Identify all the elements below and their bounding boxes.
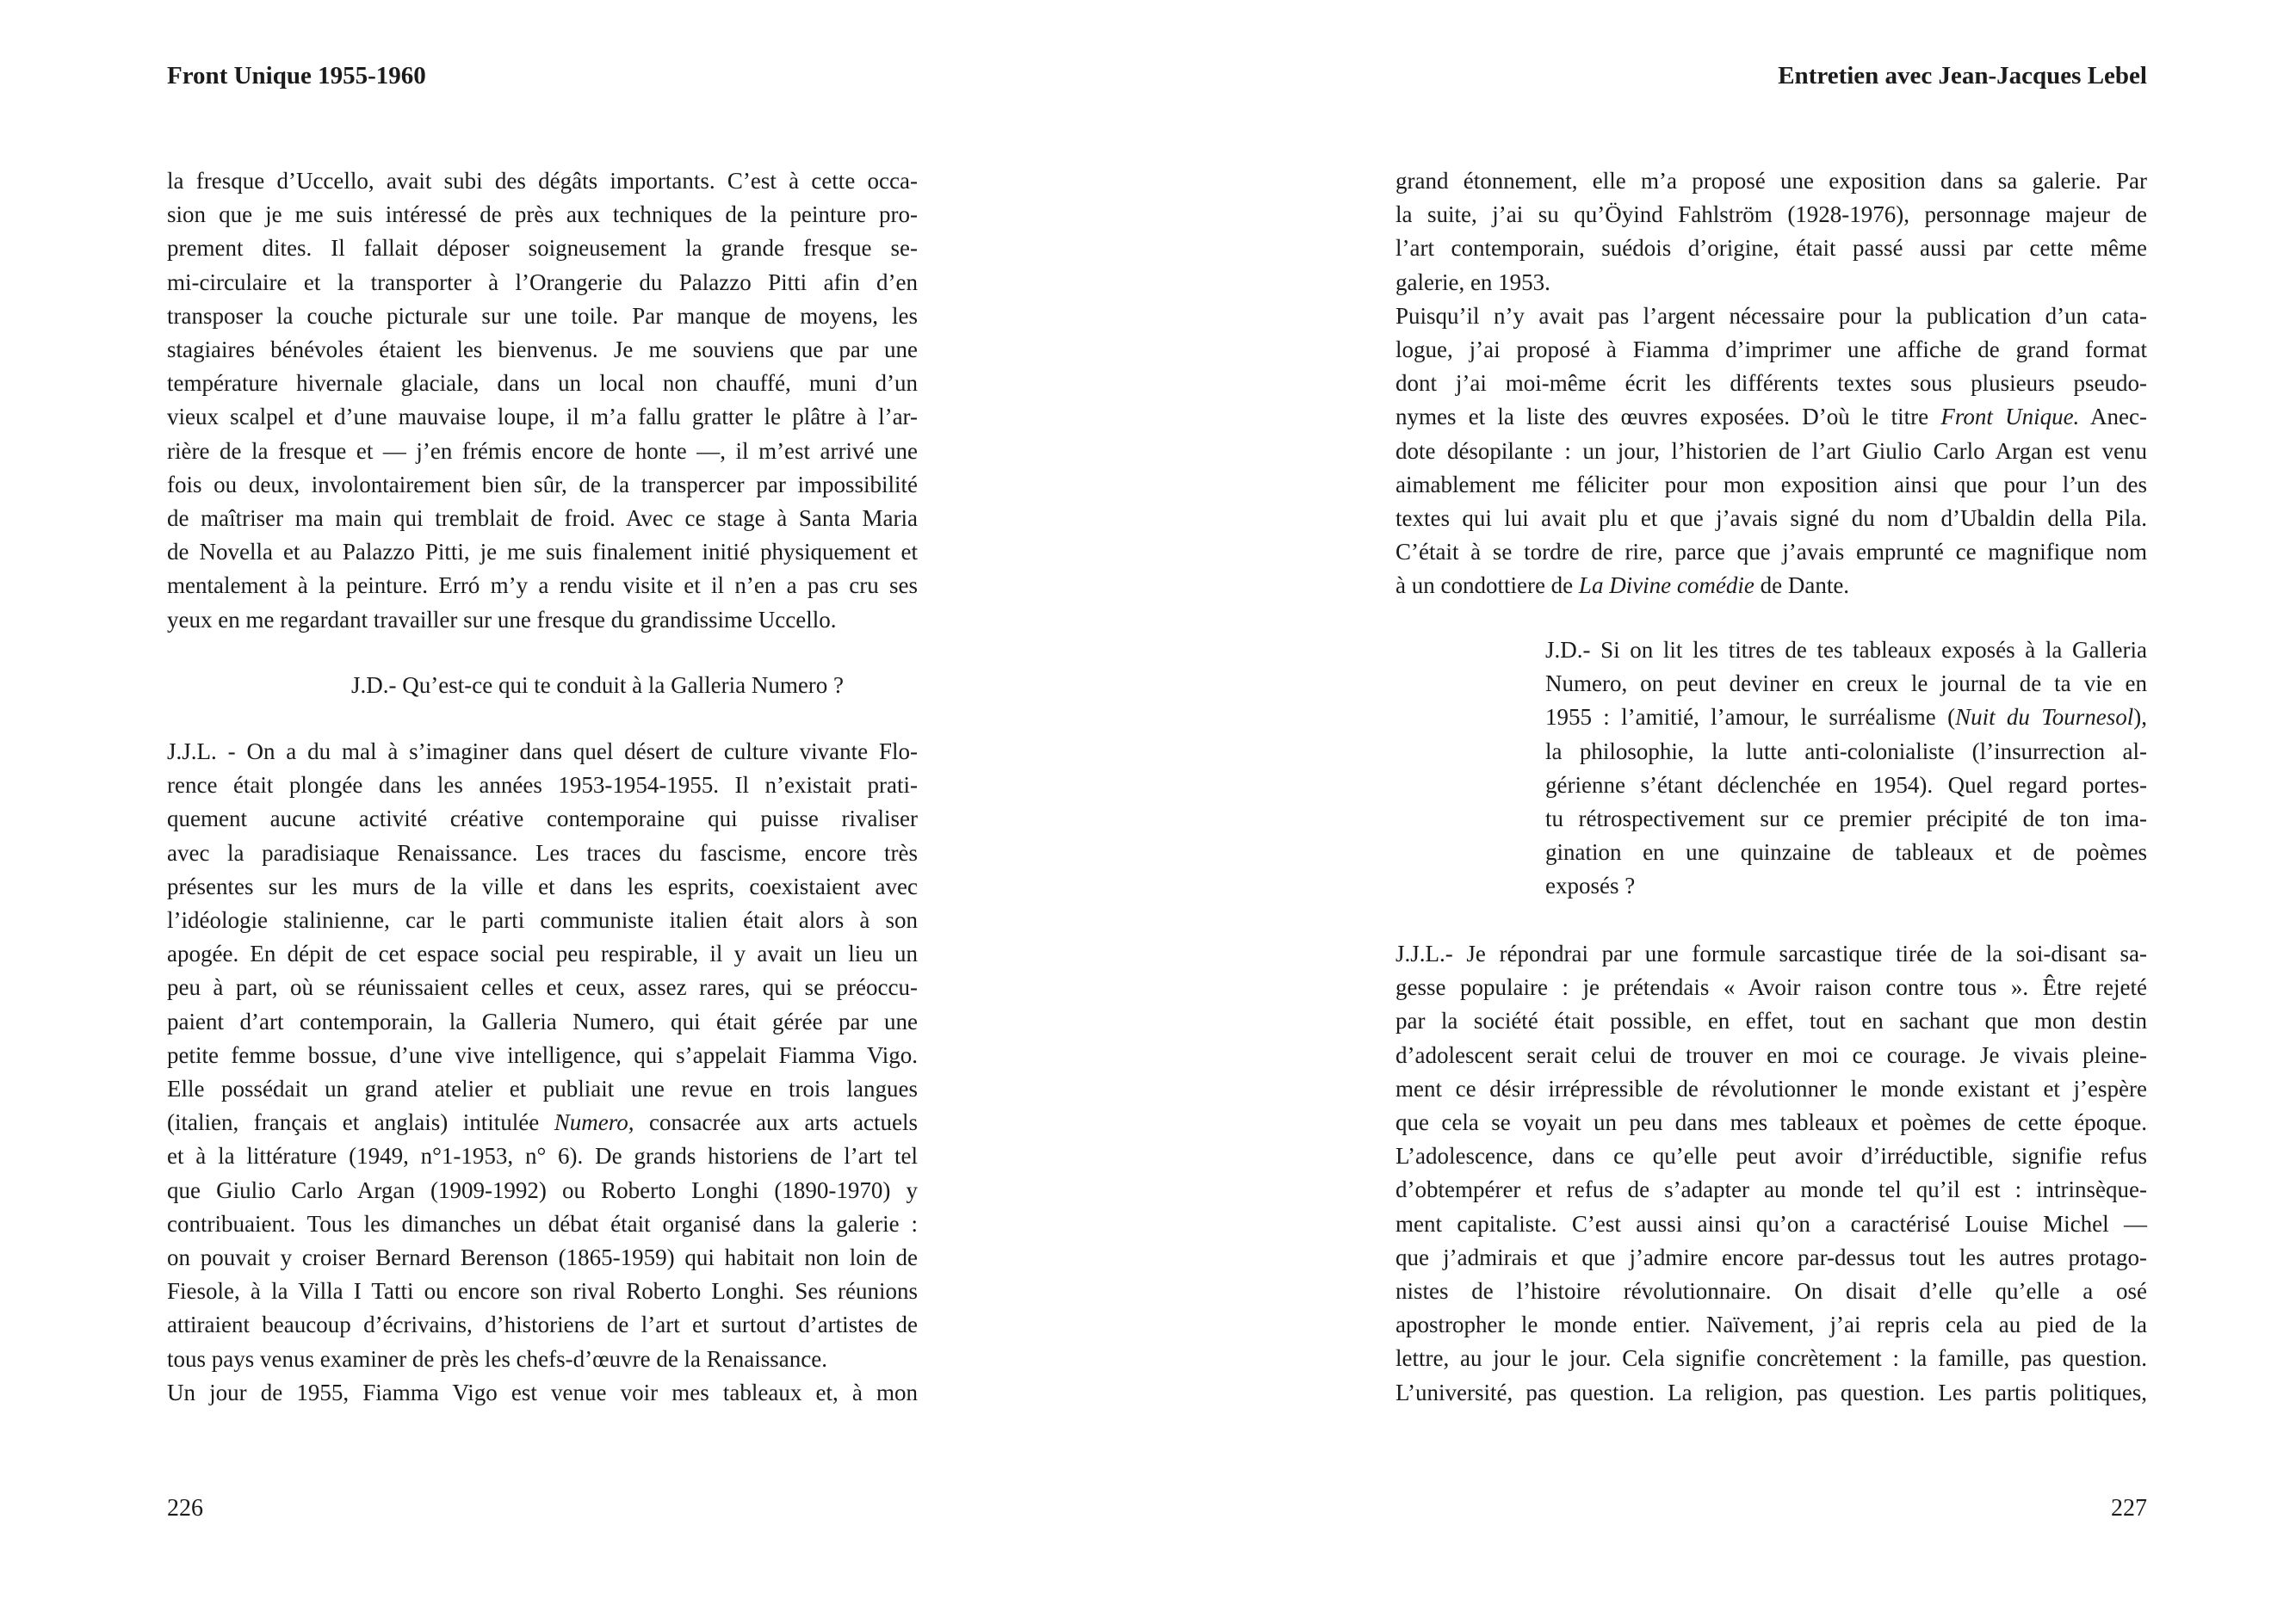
text-line: vieux scalpel et d’une mauvaise loupe, il m’a fallu gratter le plâtre à l’ar- (167, 404, 918, 430)
text-line: de Novella et au Palazzo Pitti, je me suis finalement initié physiquement et (167, 539, 918, 565)
running-header-right: Entretien avec Jean-Jacques Lebel (1778, 62, 2147, 90)
text-line: l’idéologie stalinienne, car le parti communiste italien était alors à son (167, 907, 918, 934)
interview-question (351, 669, 919, 702)
text-segment: consacrée aux arts actuels (634, 1109, 918, 1136)
text-line: la philosophie, la lutte anti-colonialiste (l’insurrection al- (1545, 738, 2147, 764)
text-line: stagiaires bénévoles étaient les bienvenus. Je me souviens que par une (167, 337, 918, 363)
text-line: yeux en me regardant travailler sur une fresque du grandissime Uccello. (167, 606, 837, 633)
text-line: rière de la fresque et — j’en frémis encore de honte —, il m’est arrivé une (167, 437, 918, 464)
text-line: contribuaient. Tous les dimanches un débat était organisé dans la galerie : (167, 1210, 918, 1237)
text-line: gination en une quinzaine de tableaux et de poèmes (1545, 839, 2147, 866)
italic-title: Nuit du Tournesol (1955, 704, 2134, 731)
text-line: J.J.L. - On a du mal à s’imaginer dans quel désert de culture vivante Flo- (167, 738, 918, 764)
text-line: par la société était possible, en effet, tout en sachant que mon destin (1396, 1008, 2147, 1034)
text-segment: (italien, français et anglais) intitulée (167, 1109, 554, 1136)
text-line: ment capitaliste. C’est aussi ainsi qu’on a caractérisé Louise Michel — (1396, 1210, 2147, 1237)
text-line: mentalement à la peinture. Erró m’y a rendu visite et il n’en a pas cru ses (167, 572, 918, 599)
text-segment: 1955 : l’amitié, l’amour, le surréalisme ( (1545, 704, 1956, 731)
text-line: prement dites. Il fallait déposer soigneusement la grande fresque se- (167, 235, 918, 262)
text-segment: nymes et la liste des œuvres exposées. D’où le titre (1396, 404, 1941, 430)
text-line: quement aucune activité créative contemporaine qui puisse rivaliser (167, 806, 918, 832)
italic-title: La Divine comédie (1578, 572, 1754, 599)
text-line: la fresque d’Uccello, avait subi des dégâts importants. C’est à cette occa- (167, 168, 918, 194)
text-line: Un jour de 1955, Fiamma Vigo est venue voir mes tableaux et, à mon (167, 1379, 918, 1405)
text-line: dote désopilante : un jour, l’historien de l’art Giulio Carlo Argan est venu (1396, 437, 2147, 464)
text-line: C’était à se tordre de rire, parce que j’avais emprunté ce magnifique nom (1396, 539, 2147, 565)
text-line: transposer la couche picturale sur une toile. Par manque de moyens, les (167, 302, 918, 329)
text-line: Fiesole, à la Villa I Tatti ou encore son rival Roberto Longhi. Ses réunions (167, 1278, 918, 1305)
text-line (1396, 569, 2147, 602)
text-line: rence était plongée dans les années 1953-1954-1955. Il n’existait prati- (167, 772, 918, 799)
text-line: lettre, au jour le jour. Cela signifie concrètement : la famille, pas question. (1396, 1345, 2147, 1372)
page-number-left: 226 (167, 1495, 203, 1522)
text-line: que Giulio Carlo Argan (1909-1992) ou Roberto Longhi (1890-1970) y (167, 1176, 918, 1203)
page-number-right: 227 (2111, 1495, 2147, 1522)
text-line: tu rétrospectivement sur ce premier précipité de ton ima- (1545, 806, 2147, 832)
text-line (1545, 701, 2147, 734)
text-line: que cela se voyait un peu dans mes tableaux et poèmes de cette époque. (1396, 1109, 2147, 1136)
text-line: avec la paradisiaque Renaissance. Les traces du fascisme, encore très (167, 839, 918, 866)
text-line: gesse populaire : je prétendais « Avoir raison contre tous ». Être rejeté (1396, 974, 2147, 1001)
text-line: on pouvait y croiser Bernard Berenson (1865-1959) qui habitait non loin de (167, 1244, 918, 1271)
text-line: J.J.L.- Je répondrai par une formule sarcastique tirée de la soi-disant sa- (1396, 941, 2147, 966)
interview-answer (1396, 937, 2147, 1410)
text-line: que j’admirais et que j’admire encore par-dessus tout les autres protago- (1396, 1244, 2147, 1270)
text-line: galerie, en 1953. (1396, 269, 1550, 295)
text-line: L’université, pas question. La religion, pas question. Les partis politiques, (1396, 1379, 2147, 1405)
text-segment: de Dante. (1754, 572, 1850, 599)
text-line: l’art contemporain, suédois d’origine, était passé aussi par cette même (1396, 235, 2147, 262)
text-line: J.D.- Qu’est-ce qui te conduit à la Galleria Numero ? (351, 672, 845, 698)
text-line: mi-circulaire et la transporter à l’Orangerie du Palazzo Pitti afin d’en (167, 269, 918, 295)
text-line: présentes sur les murs de la ville et dans les esprits, coexistaient avec (167, 873, 918, 899)
text-line: Puisqu’il n’y avait pas l’argent nécessaire pour la publication d’un cata- (1396, 302, 2147, 329)
italic-title: Numero, (554, 1109, 634, 1136)
text-line (1396, 400, 2147, 434)
text-line: exposés ? (1545, 873, 1636, 899)
text-line: et à la littérature (1949, n°1-1953, n° 6). De grands historiens de l’art tel (167, 1143, 918, 1170)
text-line: gérienne s’étant déclenchée en 1954). Quel regard portes- (1545, 771, 2147, 798)
text-line: Elle possédait un grand atelier et publiait une revue en trois langues (167, 1076, 918, 1102)
text-line: grand étonnement, elle m’a proposé une exposition dans sa galerie. Par (1396, 168, 2147, 194)
text-line: tous pays venus examiner de près les chefs-d’œuvre de la Renaissance. (167, 1345, 827, 1372)
text-line: textes qui lui avait plu et que j’avais signé du nom d’Ubaldin della Pila. (1396, 505, 2147, 532)
text-line: la suite, j’ai su qu’Öyind Fahlström (1928-1976), personnage majeur de (1396, 201, 2147, 228)
running-header-left: Front Unique 1955-1960 (167, 62, 426, 90)
text-segment: ), (2133, 704, 2147, 731)
text-line (167, 1106, 918, 1139)
text-line: peu à part, où se réunissaient celles et ceux, assez rares, qui se préoccu- (167, 974, 918, 1001)
interview-answer (167, 735, 918, 1410)
text-line: fois ou deux, involontairement bien sûr, de la transpercer par impossibilité (167, 471, 918, 497)
text-line: apostropher le monde entier. Naïvement, j’ai repris cela au pied de la (1396, 1312, 2147, 1338)
text-line: dont j’ai moi-même écrit les différents textes sous plusieurs pseudo- (1396, 370, 2147, 397)
body-paragraph (167, 164, 918, 637)
italic-title: Front Unique. (1940, 404, 2080, 430)
text-line: nistes de l’histoire révolutionnaire. On disait d’elle qu’elle a osé (1396, 1278, 2147, 1305)
text-line: apogée. En dépit de cet espace social peu respirable, il y avait un lieu un (167, 941, 918, 967)
body-paragraph (1396, 164, 2147, 603)
text-line: ment ce désir irrépressible de révolutionner le monde existant et j’espère (1396, 1075, 2147, 1102)
text-line: sion que je me suis intéressé de près aux techniques de la peinture pro- (167, 201, 918, 228)
text-segment: Anec- (2079, 404, 2148, 430)
text-line: paient d’art contemporain, la Galleria Numero, qui était gérée par une (167, 1008, 918, 1034)
text-line: Numero, on peut deviner en creux le journal de ta vie en (1545, 670, 2147, 697)
text-segment: à un condottiere de (1396, 572, 1579, 599)
text-line: aimablement me féliciter pour mon exposition ainsi que pour l’un des (1396, 471, 2147, 497)
interview-question (1545, 633, 2147, 904)
text-line: température hivernale glaciale, dans un local non chauffé, muni d’un (167, 370, 918, 397)
text-line: logue, j’ai proposé à Fiamma d’imprimer une affiche de grand format (1396, 337, 2147, 363)
text-line: J.D.- Si on lit les titres de tes tableaux exposés à la Galleria (1545, 637, 2147, 663)
text-line: d’adolescent serait celui de trouver en moi ce courage. Je vivais pleine- (1396, 1041, 2147, 1068)
text-line: L’adolescence, dans ce qu’elle peut avoir d’irréductible, signifie refus (1396, 1143, 2147, 1170)
text-line: attiraient beaucoup d’écrivains, d’historiens de l’art et surtout d’artistes de (167, 1312, 918, 1338)
text-line: d’obtempérer et refus de s’adapter au monde tel qu’il est : intrinsèque- (1396, 1176, 2147, 1203)
text-line: de maîtriser ma main qui tremblait de froid. Avec ce stage à Santa Maria (167, 505, 918, 532)
text-line: petite femme bossue, d’une vive intelligence, qui s’appelait Fiamma Vigo. (167, 1041, 918, 1068)
